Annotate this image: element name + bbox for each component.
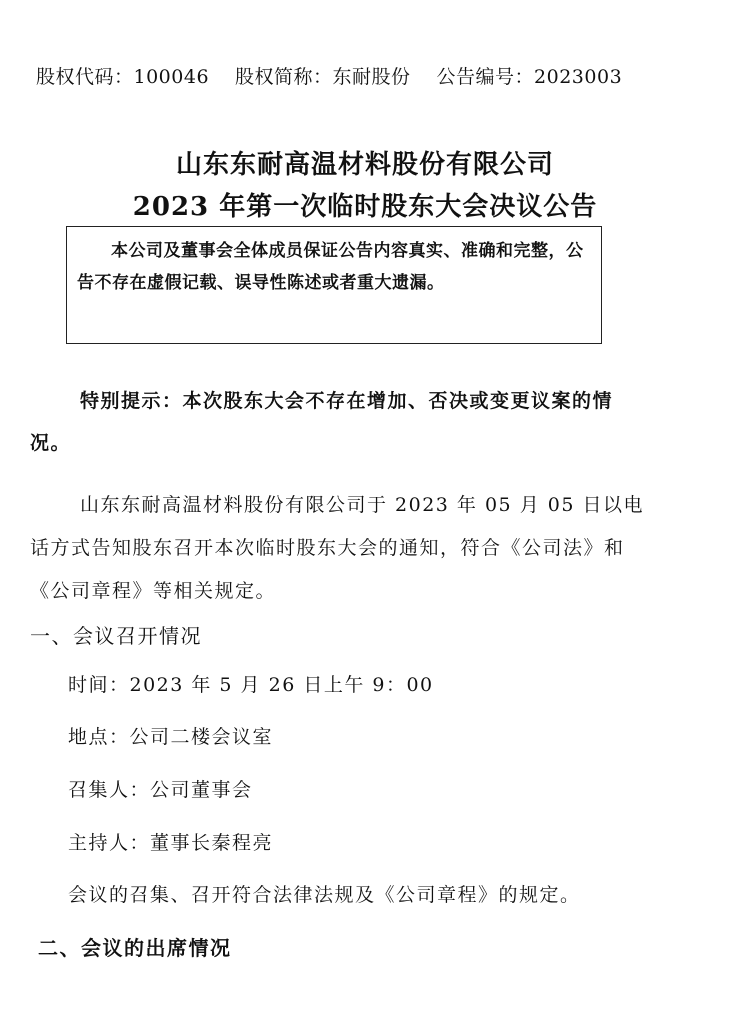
document-title-line2: 2023 年第一次临时股东大会决议公告: [132, 192, 598, 222]
disclaimer-text: 本公司及董事会全体成员保证公告内容真实、准确和完整，公告不存在虚假记载、误导性陈述或者重大遗漏。: [77, 241, 584, 293]
meeting-convener: 召集人：公司董事会: [68, 779, 253, 801]
stock-code: 股权代码：100046: [36, 66, 210, 88]
meeting-time: 时间：2023 年 5 月 26 日上午 9：00: [68, 674, 434, 696]
disclaimer-box: [66, 226, 602, 344]
meeting-compliance: 会议的召集、召开符合法律法规及《公司章程》的规定。: [68, 884, 581, 906]
section-heading-attendance: 二、会议的出席情况: [38, 936, 232, 960]
special-notice: 特别提示：本次股东大会不存在增加、否决或变更议案的情况。: [30, 390, 614, 454]
meeting-host: 主持人：董事长秦程亮: [68, 832, 274, 854]
intro-paragraph: 山东东耐高温材料股份有限公司于 2023 年 05 月 05 日以电话方式告知股东召开本次临时股东大会的通知，符合《公司法》和《公司章程》等相关规定。: [30, 494, 644, 602]
meeting-location: 地点：公司二楼会议室: [68, 726, 274, 748]
section-heading-meeting-convening: 一、会议召开情况: [30, 624, 202, 648]
stock-short-name: 股权简称：东耐股份: [235, 66, 411, 88]
announcement-number: 公告编号：2023003: [436, 66, 623, 88]
document-title-line1: 山东东耐高温材料股份有限公司: [175, 150, 554, 180]
document-header: [36, 62, 622, 89]
